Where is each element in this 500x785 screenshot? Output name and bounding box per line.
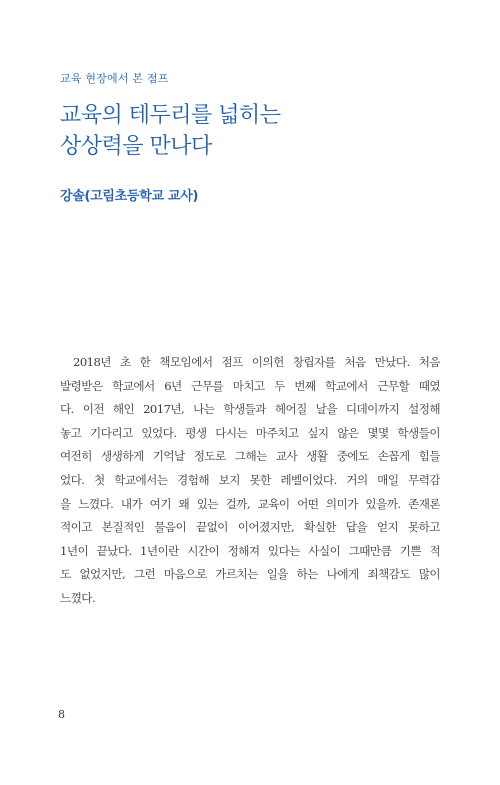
body-line-3: 다. 이전 해인 2017년, 나는 학생들과 헤어질 날을 디데이까지 설정해 bbox=[60, 402, 440, 417]
body-line-7: 을 느꼈다. 내가 여기 왜 있는 걸까, 교육이 어떤 의미가 있을까. 존재론 bbox=[60, 496, 440, 511]
body-line-5: 여전히 생생하게 기억날 정도로 그해는 교사 생활 중에도 손꼽게 힘들 bbox=[60, 449, 440, 464]
author-byline: 강솔(고림초등학교 교사) bbox=[60, 189, 199, 204]
body-line-6: 었다. 첫 학교에서는 경험해 보지 못한 레벨이었다. 거의 매일 무력감 bbox=[60, 472, 440, 487]
page-title bbox=[60, 100, 460, 162]
body-paragraph bbox=[60, 351, 440, 611]
body-line-4: 놓고 기다리고 있었다. 평생 다시는 마주치고 싶지 않은 몇몇 학생들이 bbox=[60, 425, 440, 440]
body-line-10: 도 없었지만, 그런 마음으로 가르치는 일을 하는 나에게 죄책감도 많이 bbox=[60, 567, 440, 582]
page-number: 8 bbox=[58, 708, 65, 721]
section-label: 교육 현장에서 본 점프 bbox=[60, 72, 169, 85]
body-line-9: 1년이 끝났다. 1년이란 시간이 정해져 있다는 사실이 그때만큼 기쁜 적 bbox=[60, 543, 440, 558]
body-line-11: 느꼈다. bbox=[60, 590, 96, 605]
body-line-8: 적이고 본질적인 물음이 끝없이 이어졌지만, 확실한 답을 얻지 못하고 bbox=[60, 520, 440, 535]
title-line-1: 교육의 테두리를 넓히는 bbox=[60, 103, 281, 128]
title-line-2: 상상력을 만나다 bbox=[60, 134, 212, 159]
body-line-2: 발령받은 학교에서 6년 근무를 마치고 두 번째 학교에서 근무할 때였 bbox=[60, 378, 440, 393]
body-line-1: 2018년 초 한 책모임에서 점프 이의헌 창립자를 처음 만났다. 처음 bbox=[73, 355, 440, 369]
